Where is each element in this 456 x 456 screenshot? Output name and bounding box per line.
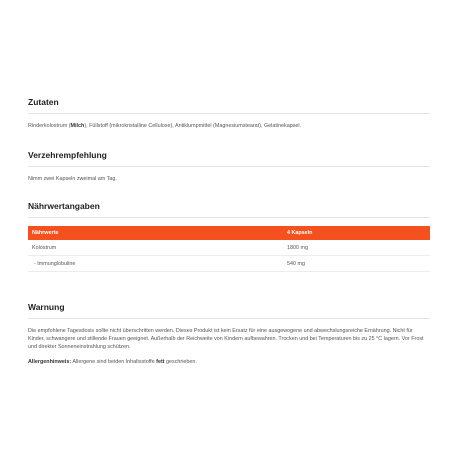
column-header: 4 Kapseln — [283, 226, 430, 240]
ingredients-text: Rinderkolostrum (Milch), Füllstoff (mikrokristalline Cellulose), Antiklumpmittel (Magnesiumstearat), Gelatinekapsel. — [28, 123, 302, 129]
nutrient-name: Kolostrum — [28, 240, 283, 256]
nutrition-section — [28, 201, 430, 272]
table-row — [28, 256, 430, 272]
dosage-text: Nimm zwei Kapseln zweimal am Tag. — [28, 176, 117, 182]
column-header: Nährwerte — [28, 226, 283, 240]
table-header-row — [28, 226, 430, 240]
allergen-bold: Milch — [70, 123, 85, 129]
nutrition-heading: Nährwertangaben — [28, 201, 100, 211]
warning-heading: Warnung — [28, 302, 65, 312]
dosage-section — [28, 150, 430, 183]
table-row — [28, 240, 430, 256]
warning-section — [28, 302, 430, 366]
divider — [28, 217, 430, 218]
divider — [28, 318, 430, 319]
nutrient-value: 1800 mg — [283, 240, 430, 256]
dosage-heading: Verzehrempfehlung — [28, 150, 107, 160]
nutrient-value: 540 mg — [283, 256, 430, 272]
allergen-note: Allergenhinweis: Allergene sind beiden Inhaltsstoffe fett geschrieben. — [28, 359, 197, 365]
nutrient-name: - Immunglobuline — [28, 256, 283, 272]
allergen-label: Allergenhinweis: — [28, 359, 72, 365]
divider — [28, 166, 430, 167]
ingredients-section — [28, 97, 430, 130]
warning-text: Die empfohlene Tagesdosis sollte nicht überschritten werden. Dieses Produkt ist kein Ersatz für eine ausgewogene und abwechslungsreiche Ernährung. Nicht für Kinder, schwangere und stillende Frauen geeignet. Außerhalb der Reichweite von Kindern aufbewahren. Trocken und bei Temperaturen bis zu 25 °C lagern. Vor Frost und direkter Sonneneinstrahlung schützen. — [28, 328, 424, 350]
divider — [28, 113, 430, 114]
ingredients-heading: Zutaten — [28, 97, 59, 107]
allergen-bold: fett — [156, 359, 165, 365]
nutrition-table — [28, 226, 430, 272]
